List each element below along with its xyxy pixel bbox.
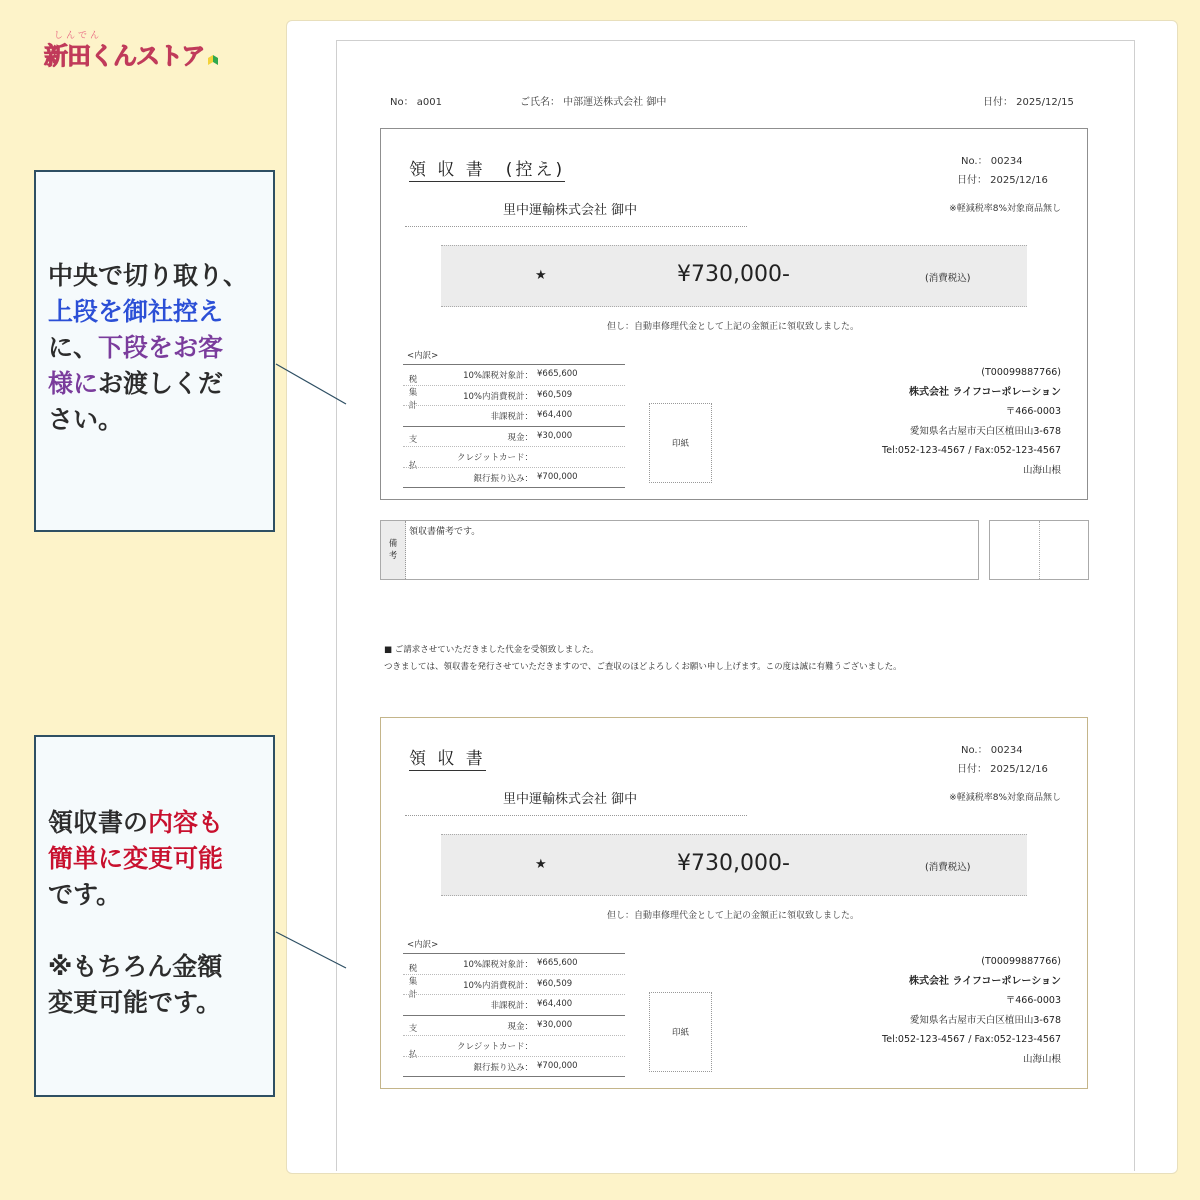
breakdown-table <box>403 953 625 1077</box>
receipt-no: No.： 00234 <box>961 745 1023 756</box>
receipt-addressee: 里中運輸株式会社 御中 <box>503 792 638 807</box>
connector-line-top <box>276 364 346 404</box>
issuer-tel: Tel:052-123-4567 / Fax:052-123-4567 <box>882 445 1061 456</box>
receipt-customer <box>380 717 1088 1089</box>
receipt-amount: ¥730,000- <box>677 262 790 287</box>
pay-side-label: 支 払 <box>408 1024 418 1060</box>
note-line-1: ■ ご請求させていただきました代金を受領致しました。 <box>384 645 599 655</box>
pay-row: クレジットカード： <box>403 447 625 468</box>
receipt-title: 領 収 書 (控え) <box>409 155 565 182</box>
issuer-person: 山海山根 <box>1022 1053 1061 1065</box>
receipt-addressee: 里中運輸株式会社 御中 <box>503 203 638 218</box>
issuer-reg-no: (T00099887766) <box>981 367 1061 378</box>
callout-editable-note <box>34 735 275 1097</box>
breakdown-title: <内訳> <box>407 940 439 950</box>
breakdown-title: <内訳> <box>407 351 439 361</box>
proviso: 但し：自動車修理代金として上記の金額正に領収致しました。 <box>607 911 860 921</box>
header-no: No： a001 <box>390 97 442 108</box>
tax-side-label: 税 集 計 <box>408 375 418 411</box>
tax-row: 10%内消費税計： ¥60,509 <box>403 386 625 407</box>
callout-segment: 中央で切り取り、 <box>48 261 249 290</box>
pay-row: 現金： ¥30,000 <box>403 427 625 448</box>
tax-included-label: (消費税込) <box>925 862 971 873</box>
revenue-stamp-box: 印紙 <box>649 992 712 1072</box>
receipt-date: 日付： 2025/12/16 <box>957 175 1048 186</box>
issuer-postal: 〒466-0003 <box>1005 406 1061 417</box>
issuer-company: 株式会社 ライフコーポレーション <box>909 975 1061 987</box>
header-date: 日付： 2025/12/15 <box>983 97 1074 108</box>
issuer-tel: Tel:052-123-4567 / Fax:052-123-4567 <box>882 1034 1061 1045</box>
issuer-address: 愛知県名古屋市天白区植田山3-678 <box>909 425 1061 437</box>
callout-segment: 領収書の <box>48 808 149 837</box>
pay-row: 銀行振り込み： ¥700,000 <box>403 1057 625 1078</box>
callout-segment: です。 ※もちろん金額 変更可能です。 <box>48 880 223 1017</box>
remarks-label-char: 考 <box>388 551 398 561</box>
callout-segment: に、 <box>48 333 99 362</box>
logo-text: 新田くんストア <box>44 42 205 70</box>
tax-row: 10%課税対象計： ¥665,600 <box>403 365 625 386</box>
check-box <box>989 520 1089 580</box>
issuer-person: 山海山根 <box>1022 464 1061 476</box>
tax-row: 10%課税対象計： ¥665,600 <box>403 954 625 975</box>
callout-text-2 <box>48 805 267 1021</box>
remarks-label <box>381 521 406 579</box>
callout-segment: 下段をお客 様に <box>48 333 224 398</box>
callout-segment: お渡しくだ さい。 <box>48 369 224 434</box>
receipt-date: 日付： 2025/12/16 <box>957 764 1048 775</box>
reduced-tax-note: ※軽減税率8%対象商品無し <box>949 204 1061 214</box>
issuer-reg-no: (T00099887766) <box>981 956 1061 967</box>
revenue-stamp-box: 印紙 <box>649 403 712 483</box>
connector-line-bottom <box>276 932 346 968</box>
pay-row: クレジットカード： <box>403 1036 625 1057</box>
issuer-postal: 〒466-0003 <box>1005 995 1061 1006</box>
note-line-2: つきましては、領収書を発行させていただきますので、ご査収のほどよろしくお願い申し上げます。この度は誠に有難うございました。 <box>384 662 902 672</box>
pay-row: 銀行振り込み： ¥700,000 <box>403 468 625 489</box>
tax-row: 非課税計： ¥64,400 <box>403 406 625 427</box>
amount-box <box>441 245 1027 307</box>
proviso: 但し：自動車修理代金として上記の金額正に領収致しました。 <box>607 322 860 332</box>
issuer-company: 株式会社 ライフコーポレーション <box>909 386 1061 398</box>
receipt-copy <box>380 128 1088 500</box>
issuer-block <box>882 363 1061 480</box>
reduced-tax-note: ※軽減税率8%対象商品無し <box>949 793 1061 803</box>
callout-cut-instruction <box>34 170 275 532</box>
star-icon: ★ <box>535 857 547 872</box>
callout-text-1 <box>48 258 267 438</box>
breakdown-table <box>403 364 625 488</box>
issuer-address: 愛知県名古屋市天白区植田山3-678 <box>909 1014 1061 1026</box>
receipt-no: No.： 00234 <box>961 156 1023 167</box>
receipt-amount: ¥730,000- <box>677 851 790 876</box>
remarks-text[interactable]: 領収書備考です。 <box>409 527 481 537</box>
tax-included-label: (消費税込) <box>925 273 971 284</box>
issuer-block <box>882 952 1061 1069</box>
tax-row: 10%内消費税計： ¥60,509 <box>403 975 625 996</box>
amount-box <box>441 834 1027 896</box>
receipt-title: 領 収 書 <box>409 744 486 771</box>
tax-side-label: 税 集 計 <box>408 964 418 1000</box>
callout-segment: 上段を御社控え <box>48 297 224 326</box>
pay-row: 現金： ¥30,000 <box>403 1016 625 1037</box>
remarks-label-char: 備 <box>388 539 398 549</box>
logo-ruby: しんでん <box>54 31 103 41</box>
remarks-box <box>380 520 979 580</box>
pay-side-label: 支 払 <box>408 435 418 471</box>
callout-segment: 内容も 簡単に変更可能 <box>48 808 224 873</box>
header-customer: ご氏名： 中部運送株式会社 御中 <box>520 97 667 108</box>
tax-row: 非課税計： ¥64,400 <box>403 995 625 1016</box>
star-icon: ★ <box>535 268 547 283</box>
